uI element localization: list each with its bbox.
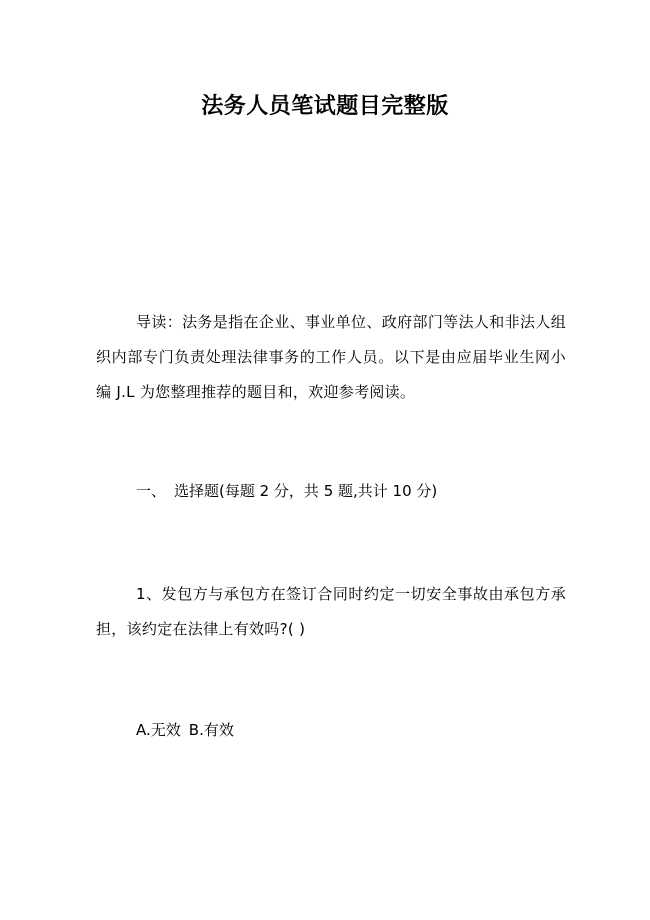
section-number: 一、 [136, 482, 167, 500]
question-1: 1、发包方与承包方在签订合同时约定一切安全事故由承包方承担，该约定在法律上有效吗?( ) [96, 585, 566, 638]
question-1-options [96, 713, 566, 748]
section-title: 选择题(每题 2 分，共 5 题,共计 10 分) [174, 482, 438, 500]
intro-paragraph: 导读：法务是指在企业、事业单位、政府部门等法人和非法人组织内部专门负责处理法律事务的工作人员。以下是由应届毕业生网小编 J.L 为您整理推荐的题目和，欢迎参考阅读。 [96, 313, 566, 401]
section-heading [96, 474, 566, 509]
option-b: B.有效 [188, 721, 234, 739]
option-a: A.无效 [136, 721, 181, 739]
document-title: 法务人员笔试题目完整版 [201, 94, 449, 119]
